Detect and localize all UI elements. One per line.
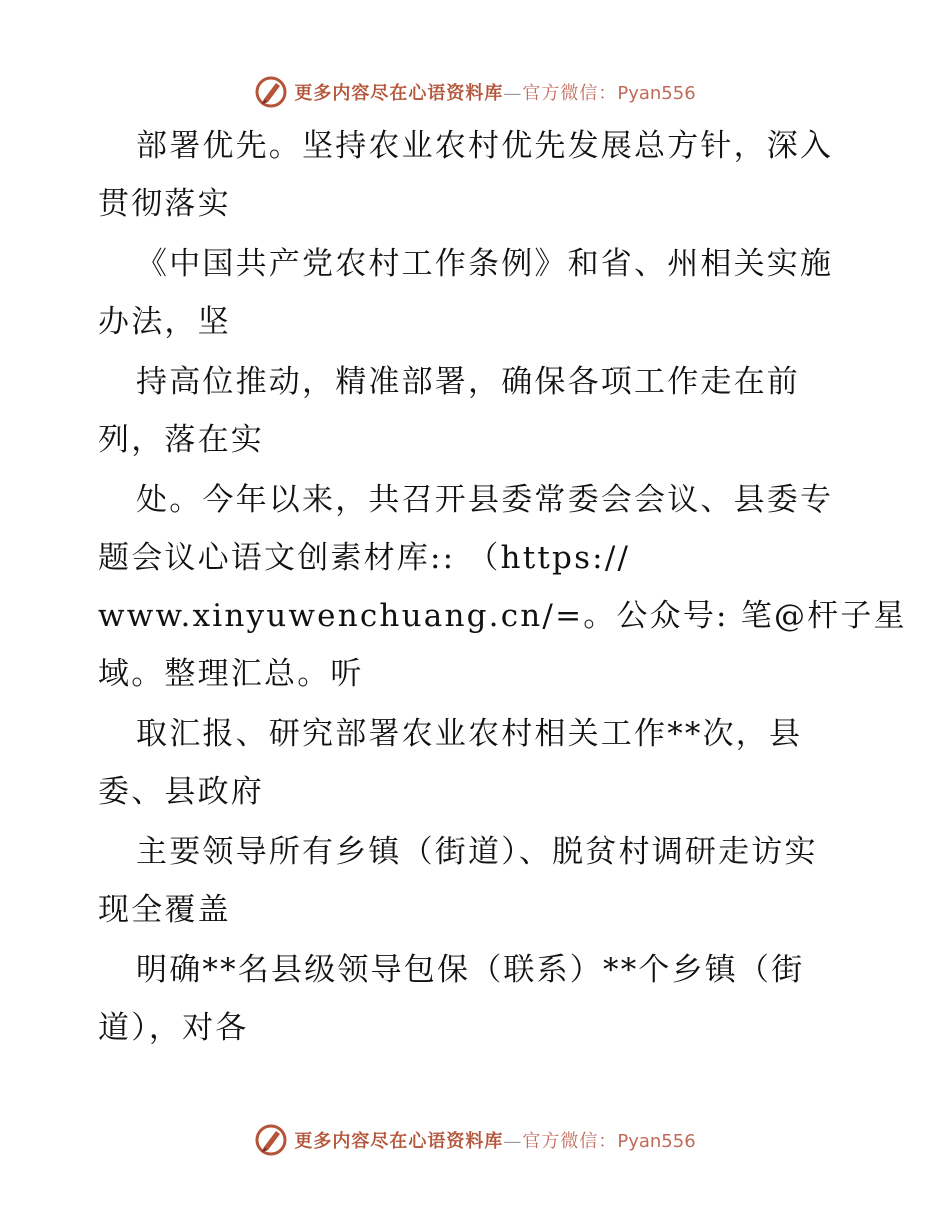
pen-logo-icon — [254, 75, 288, 109]
watermark-wechat-label: 官方微信： — [522, 83, 618, 104]
watermark-brand: 更多内容尽在心语资料库 — [294, 83, 504, 104]
pen-logo-icon — [254, 1123, 288, 1157]
text-line: 取汇报、研究部署农业农村相关工作**次，县 — [136, 716, 803, 752]
text-line: 道），对各 — [98, 1010, 249, 1046]
header-watermark — [0, 72, 950, 112]
text-line: 题会议心语文创素材库:: （https:// — [98, 540, 631, 576]
text-line: 《中国共产党农村工作条例》和省、州相关实施 — [136, 246, 834, 282]
watermark-text — [294, 79, 695, 105]
watermark-dash: — — [503, 83, 523, 104]
text-line: 办法，坚 — [98, 304, 231, 340]
text-line: 明确**名县级领导包保（联系）**个乡镇（街 — [136, 952, 805, 988]
text-line: www.xinyuwenchuang.cn/=。公众号: 笔@杆子星 — [98, 598, 907, 634]
text-line: 部署优先。坚持农业农村优先发展总方针，深入 — [136, 128, 834, 164]
watermark-wechat-id: Pyan556 — [617, 83, 696, 104]
watermark-dash: — — [503, 1131, 523, 1152]
text-line: 域。整理汇总。听 — [98, 656, 364, 692]
text-line: 处。今年以来，共召开县委常委会会议、县委专 — [136, 482, 834, 518]
footer-watermark — [0, 1120, 950, 1160]
text-line: 持高位推动，精准部署，确保各项工作走在前 — [136, 364, 800, 400]
watermark-text — [294, 1127, 695, 1153]
text-line: 现全覆盖 — [98, 892, 231, 928]
text-line: 贯彻落实 — [98, 186, 231, 222]
text-line: 列，落在实 — [98, 422, 264, 458]
watermark-wechat-id: Pyan556 — [617, 1131, 696, 1152]
watermark-brand: 更多内容尽在心语资料库 — [294, 1131, 504, 1152]
watermark-wechat-label: 官方微信： — [522, 1131, 618, 1152]
text-line: 主要领导所有乡镇（街道）、脱贫村调研走访实 — [136, 834, 818, 870]
text-line: 委、县政府 — [98, 774, 264, 810]
